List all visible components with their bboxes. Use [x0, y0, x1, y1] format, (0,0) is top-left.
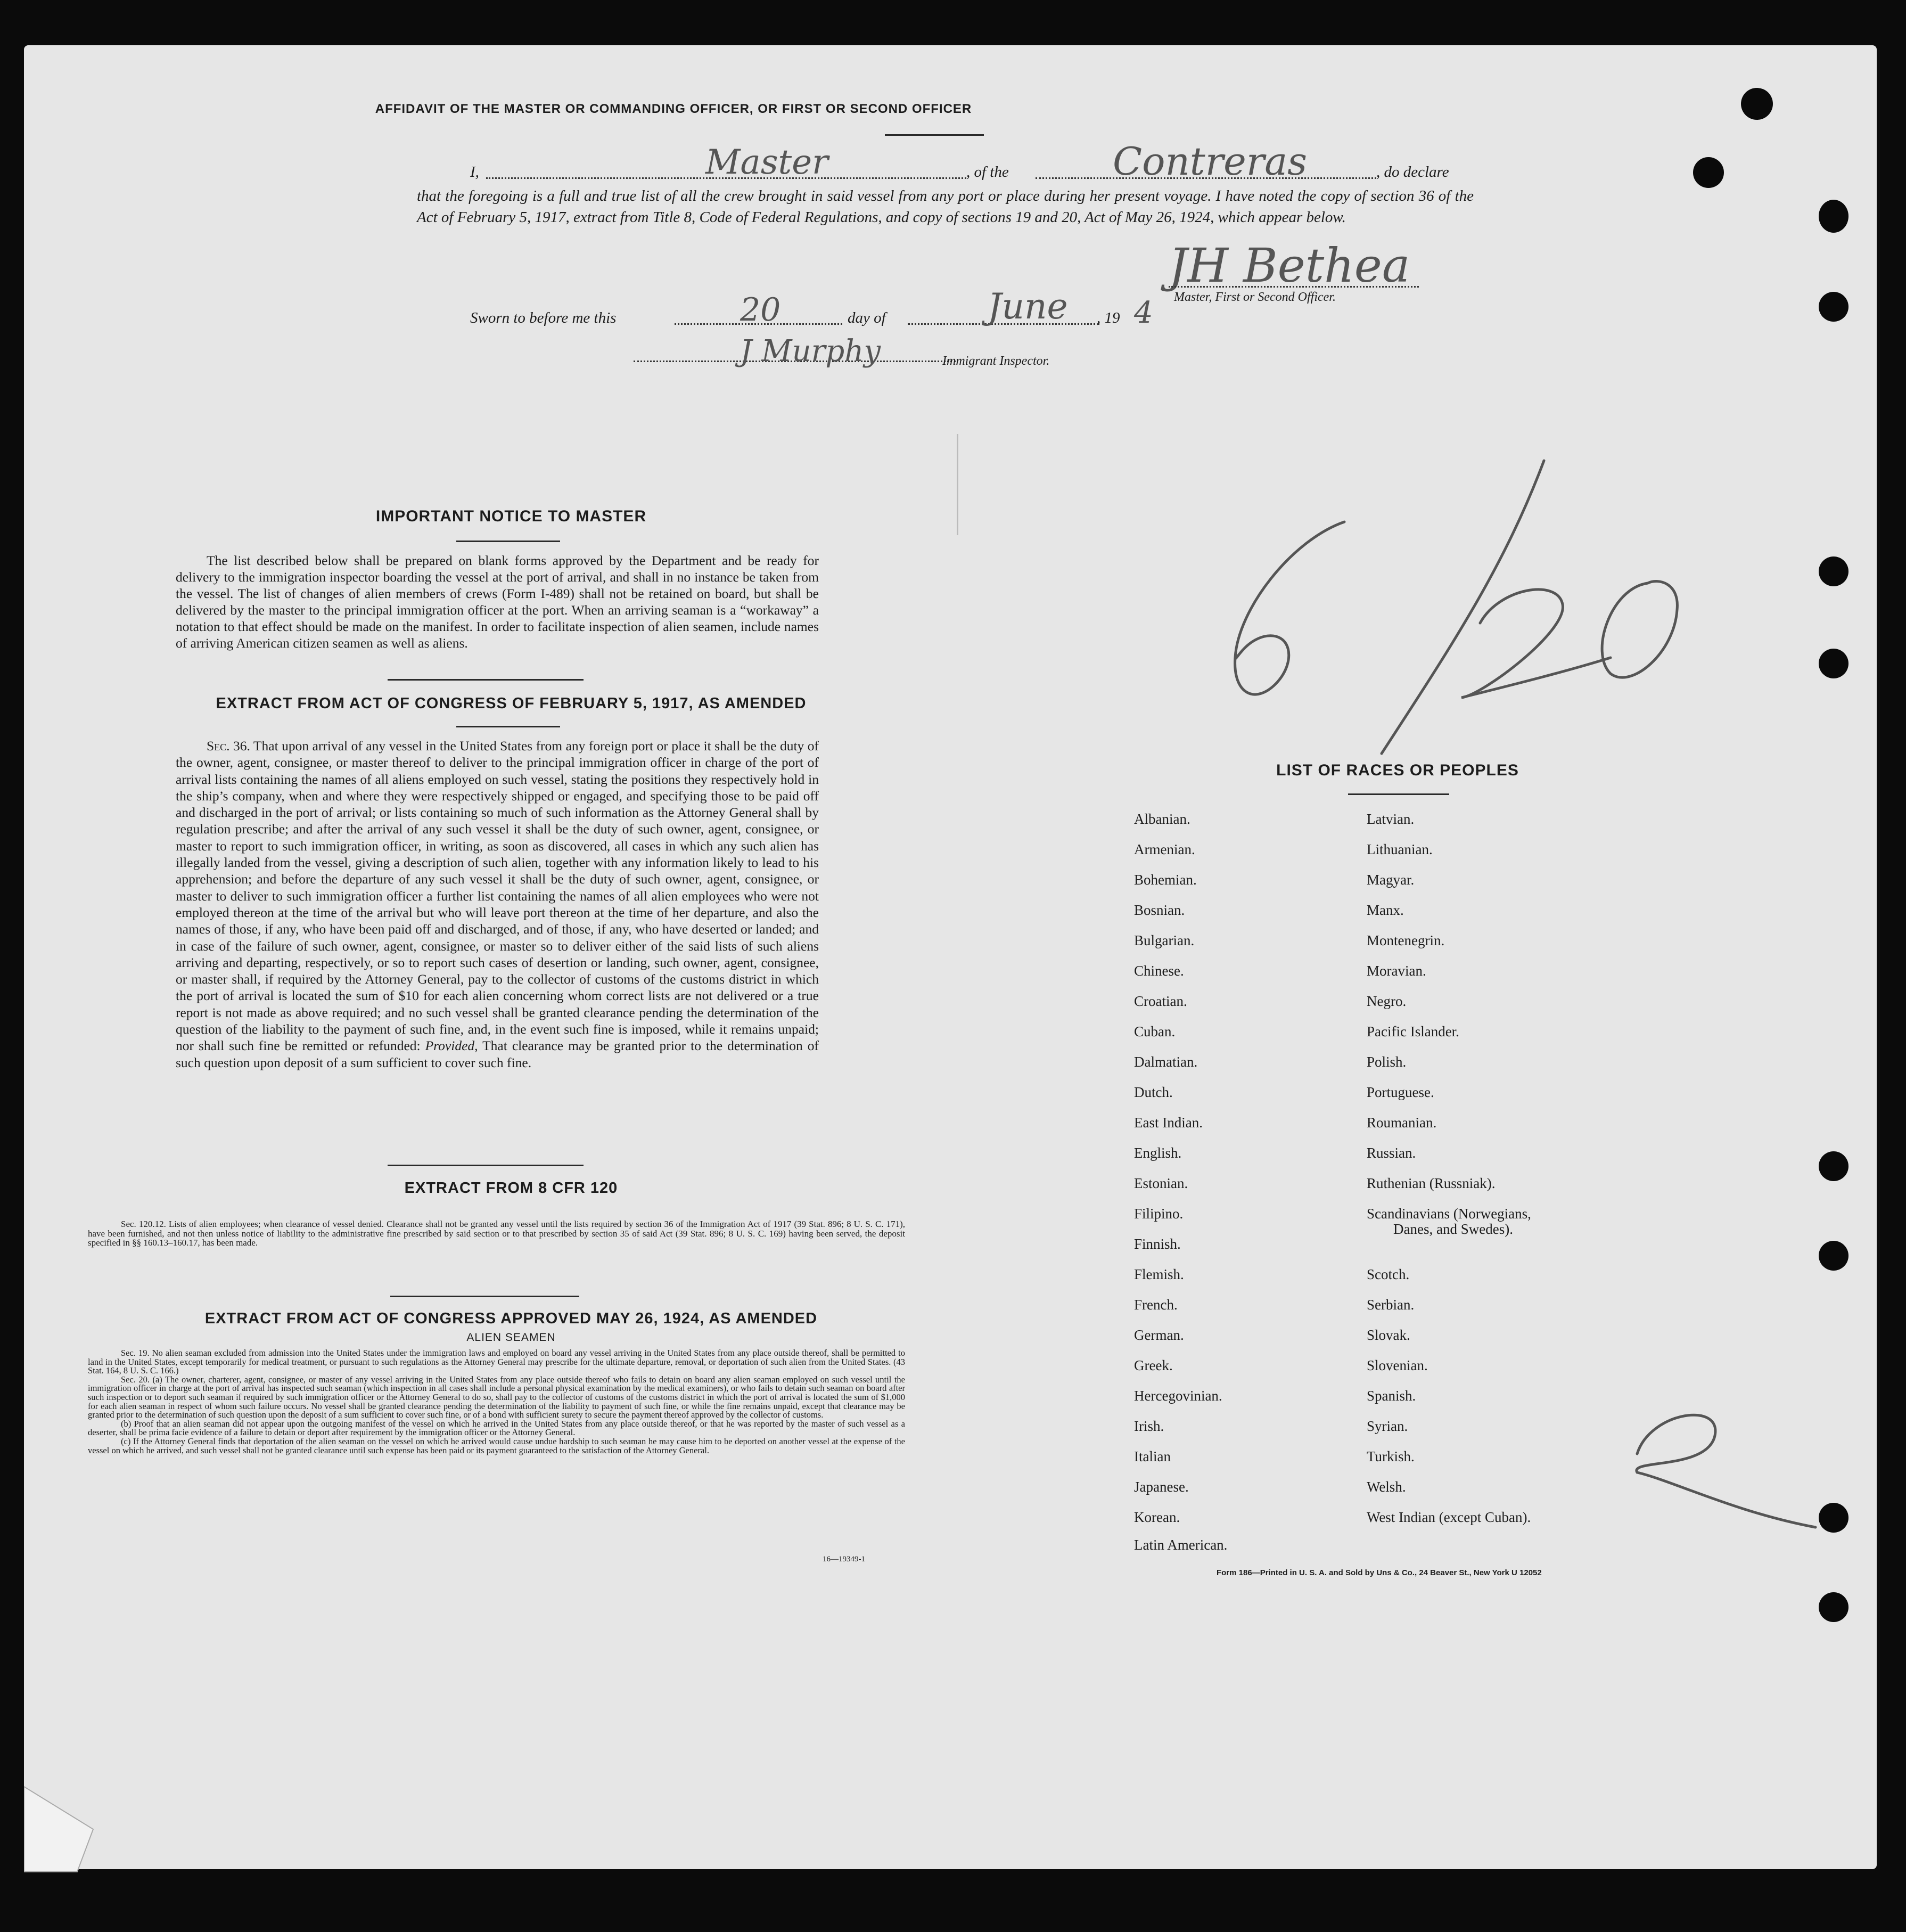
- sworn-label: Sworn to before me this: [470, 309, 617, 326]
- title-rule: [885, 134, 984, 136]
- race-left-4: Bosnian.: [1134, 902, 1185, 918]
- declarant-i-label: I,: [470, 163, 479, 181]
- race-left-24: Korean.: [1134, 1509, 1180, 1525]
- race-left-23: Japanese.: [1134, 1479, 1189, 1495]
- race-left-19: Greek.: [1134, 1357, 1173, 1373]
- officer-signature: JH Bethea: [1169, 238, 1410, 293]
- race-left-3: Bohemian.: [1134, 872, 1197, 888]
- section-19-text: Sec. 19. No alien seaman excluded from admission into the United States under the immigration laws and employed on board any vessel arriving in the United States from any place outside thereof, shall be permitted to land in the United States, except temporarily for medical treatment, or pursuant to such regulations as the Attorney General may prescribe for the ultimate departure, removal, or deportation of such alien from the United States. (43 Stat. 164, 8 U. S. C. 166.): [88, 1348, 905, 1376]
- extract-1924-heading: EXTRACT FROM ACT OF CONGRESS APPROVED MAY 26, 1924, AS AMENDED: [204, 1310, 818, 1327]
- race-right-22: Welsh.: [1367, 1479, 1406, 1495]
- punch-hole: [1819, 292, 1849, 322]
- race-left-21: Irish.: [1134, 1418, 1164, 1434]
- extract-1924-text: [88, 1349, 905, 1455]
- race-right-16: Serbian.: [1367, 1297, 1415, 1313]
- race-right-2: Lithuanian.: [1367, 841, 1433, 857]
- extract-1917-rule: [456, 726, 560, 727]
- extract-1917-heading: EXTRACT FROM ACT OF CONGRESS OF FEBRUARY 5, 1917, AS AMENDED: [216, 695, 807, 712]
- cfr-text: Sec. 120.12. Lists of alien employees; when clearance of vessel denied. Clearance shall not be granted any vessel until the lists required by section 36 of the Immigration Act of 1917 (39 Stat. 896; 8 U. S. C. 171), have been furnished, and not then unless notice of liability to the administrative fine prescribed by said section or to that prescribed by section 35 of said Act (39 Stat. 896; 8 U. S. C. 169) having been served, the deposit specified in §§ 160.13–160.17, has been made.: [88, 1219, 905, 1248]
- race-right-14: Scandinavians (Norwegians,: [1367, 1206, 1531, 1222]
- month-handwritten: June: [988, 286, 1068, 327]
- punch-hole: [1819, 649, 1849, 678]
- races-rule: [1348, 793, 1449, 795]
- section-36-body: That upon arrival of any vessel in the United States from any foreign port or place it shall be the duty of the owner, agent, consignee, or master thereof to deliver to the principal immigration officer in charge of the port of arrival lists containing the names of all aliens employed on such vessel, stating the positions they respectively hold in the ship’s company, when and where they were respectively shipped or engaged, and specifying those to be paid off and discharged in the port of arrival; or lists containing so much of such information as the Attorney General shall by regulation prescribe; and after the arrival of any such vessel it shall be the duty of such owner, agent, consignee, or master to report to such immigration officer, in writing, as soon as discovered, all cases in which any such alien has illegally landed from the vessel, giving a description of such alien, together with any information likely to lead to his apprehension; and before the departure of any such vessel it shall be the duty of such owner, agent, consignee, or master to deliver to such immigration officer a further list containing the names of all alien employees who were not employed thereon at the time of the arrival but who will leave port thereon at the time of her departure, and also the names of those, if any, who have been paid off and discharged, and of those, if any, who have deserted or landed; and in case of the failure of such owner, agent, consignee, or master so to deliver either of the said lists of such aliens arriving and departing, respectively, or so to report such cases of desertion or landing, such owner, agent, consignee, or master shall, if required by the Attorney General, pay to the collector of customs of the customs district in which the port of arrival is located the sum of $10 for each alien concerning whom correct lists are not delivered or a true report is not made as above required; and no such vessel shall be granted clearance pending the determination of the question of the liability to the payment of such fine, and, in the event such fine is imposed, while it remains unpaid; nor shall such fine be remitted or refunded:: [176, 738, 819, 1054]
- race-right-13: Ruthenian (Russniak).: [1367, 1175, 1496, 1191]
- inspector-caption: Immigrant Inspector.: [942, 354, 1050, 368]
- day-of-label: day of: [848, 309, 886, 326]
- cfr-heading: EXTRACT FROM 8 CFR 120: [404, 1180, 618, 1197]
- cfr-end-rule: [390, 1296, 579, 1297]
- race-right-1: Latvian.: [1367, 811, 1415, 827]
- race-left-22: Italian: [1134, 1448, 1171, 1464]
- races-heading: LIST OF RACES OR PEOPLES: [1276, 762, 1519, 779]
- race-left-15: Finnish.: [1134, 1236, 1181, 1252]
- race-right-9: Polish.: [1367, 1054, 1407, 1070]
- race-right-5: Montenegrin.: [1367, 932, 1445, 948]
- notice-text: The list described below shall be prepared on blank forms approved by the Department and be ready for delivery to the immigration inspector boarding the vessel at the port of arrival, and shall in no instance be taken from the vessel. The list of changes of alien members of crews (Form I-489) shall not be retained on board, but shall be delivered by the master to the principal immigration officer at the port. When an arriving seaman is a “workaway” a notation to that effect should be made on the manifest. In order to facilitate inspection of alien seamen, include names of arriving American citizen seamen as well as aliens.: [176, 553, 819, 651]
- race-left-1: Albanian.: [1134, 811, 1190, 827]
- extract-1917-end-rule: [388, 1165, 584, 1166]
- section-20a-text: Sec. 20. (a) The owner, charterer, agent, consignee, or master of any vessel arriving in the United States from any place outside thereof who fails to detain on board any alien seaman employed on such vessel until the immigration officer in charge at the port of arrival has inspected such seaman (which inspection in all cases shall include a personal physical examination by the medical examiners), or who fails to detain such seaman on board after such inspection or to deport such seaman if required by such immigration officer or the Attorney General to do so, shall pay to the collector of customs of the customs district in which the port of arrival is located the sum of $1,000 for each alien seaman in respect of whom such failure occurs. No vessel shall be granted clearance pending the determination of the liability to payment of such fine, or while the fine remains unpaid, except that clearance may be granted prior to the determination of such question upon the deposit of a sum sufficient to cover such fine, or of a bond with sufficient surety to secure the payment thereof approved by the collector of customs.: [88, 1374, 905, 1420]
- section-20b-text: (b) Proof that an alien seaman did not appear upon the outgoing manifest of the vessel on which he arrived in the United States from any place outside thereof, or that he was reported by the master of such vessel as a deserter, shall be prima facie evidence of a failure to detain or deport after requirement by the immigration officer or the Attorney General.: [88, 1418, 905, 1438]
- race-left-14: Filipino.: [1134, 1206, 1184, 1222]
- document-page: [24, 45, 1877, 1869]
- year-prefix: , 19: [1097, 309, 1120, 326]
- punch-hole: [1819, 1241, 1849, 1271]
- race-left-6: Chinese.: [1134, 963, 1184, 979]
- race-left-9: Dalmatian.: [1134, 1054, 1198, 1070]
- form-printer-footer: Form 186—Printed in U. S. A. and Sold by Uns & Co., 24 Beaver St., New York U 12052: [1217, 1568, 1542, 1577]
- race-left-2: Armenian.: [1134, 841, 1195, 857]
- race-left-18: German.: [1134, 1327, 1184, 1343]
- notice-end-rule: [388, 679, 584, 681]
- section-20c-text: (c) If the Attorney General finds that deportation of the alien seaman on the vessel on which he arrived would cause undue hardship to such seaman he may cause him to be deported on another vessel at the expense of the vessel on which he arrived, and such vessel shall not be granted clearance until such expense has been paid or its payment guaranteed to the satisfaction of the Attorney General.: [88, 1436, 905, 1455]
- race-left-10: Dutch.: [1134, 1084, 1173, 1100]
- race-right-7: Negro.: [1367, 993, 1407, 1009]
- do-declare-label: , do declare: [1376, 163, 1449, 181]
- folded-corner: [24, 1771, 98, 1877]
- declarant-handwritten: Master: [705, 143, 828, 182]
- race-right-8: Pacific Islander.: [1367, 1024, 1459, 1039]
- race-right-14-cont: Danes, and Swedes).: [1393, 1221, 1513, 1237]
- affidavit-title: AFFIDAVIT OF THE MASTER OR COMMANDING OFFICER, OR FIRST OR SECOND OFFICER: [375, 102, 972, 116]
- race-right-21: Turkish.: [1367, 1448, 1415, 1464]
- notice-heading: IMPORTANT NOTICE TO MASTER: [375, 507, 647, 525]
- race-right-4: Manx.: [1367, 902, 1404, 918]
- race-left-16: Flemish.: [1134, 1266, 1184, 1282]
- alien-seamen-subheading: ALIEN SEAMEN: [466, 1331, 556, 1344]
- of-the-label: , of the: [966, 163, 1009, 181]
- affidavit-statement: that the foregoing is a full and true list of all the crew brought in said vessel from any port or place during her present voyage. I have noted the copy of section 36 of the Act of February 5, 1917, extract from Title 8, Code of Federal Regulations, and copy of sections 19 and 20, Act of May 26, 1924, which appear below.: [417, 187, 1474, 226]
- race-right-19: Spanish.: [1367, 1388, 1416, 1404]
- race-right-3: Magyar.: [1367, 872, 1415, 888]
- punch-hole: [1819, 1503, 1849, 1533]
- signature-line: [1169, 286, 1419, 288]
- race-left-11: East Indian.: [1134, 1115, 1203, 1131]
- race-right-23: West Indian (except Cuban).: [1367, 1509, 1531, 1525]
- race-left-7: Croatian.: [1134, 993, 1187, 1009]
- officer-caption: Master, First or Second Officer.: [1174, 290, 1336, 304]
- punch-hole: [1741, 88, 1773, 120]
- race-left-20: Hercegovinian.: [1134, 1388, 1222, 1404]
- inspector-signature: J Murphy: [740, 334, 881, 369]
- provided-word: Provided,: [425, 1038, 478, 1054]
- form-code: 16—19349-1: [823, 1555, 865, 1563]
- punch-hole: [1819, 556, 1849, 586]
- year-handwritten: 4: [1134, 296, 1153, 330]
- race-right-17: Slovak.: [1367, 1327, 1410, 1343]
- section-36-tail: That clearance may be granted prior to the determination of such question upon deposit of a sum sufficient to cover such fine.: [176, 1038, 819, 1070]
- punch-hole: [1819, 1592, 1849, 1622]
- race-left-17: French.: [1134, 1297, 1178, 1313]
- punch-hole: [1819, 1151, 1849, 1181]
- day-handwritten: 20: [740, 291, 781, 329]
- race-right-6: Moravian.: [1367, 963, 1426, 979]
- section-36-text: [176, 738, 819, 1071]
- race-right-20: Syrian.: [1367, 1418, 1408, 1434]
- race-left-5: Bulgarian.: [1134, 932, 1195, 948]
- section-36-label: Sec. 36.: [207, 738, 250, 754]
- notice-rule: [456, 541, 560, 542]
- vessel-handwritten: Contreras: [1113, 139, 1308, 184]
- race-left-12: English.: [1134, 1145, 1182, 1161]
- center-fold-mark: [957, 434, 958, 535]
- race-left-8: Cuban.: [1134, 1024, 1176, 1039]
- race-left-13: Estonian.: [1134, 1175, 1188, 1191]
- race-right-18: Slovenian.: [1367, 1357, 1428, 1373]
- race-right-11: Roumanian.: [1367, 1115, 1437, 1131]
- race-left-25: Latin American.: [1134, 1537, 1228, 1553]
- punch-hole: [1693, 157, 1724, 188]
- race-right-15: Scotch.: [1367, 1266, 1410, 1282]
- race-right-12: Russian.: [1367, 1145, 1416, 1161]
- punch-hole: [1819, 200, 1849, 233]
- race-right-10: Portuguese.: [1367, 1084, 1434, 1100]
